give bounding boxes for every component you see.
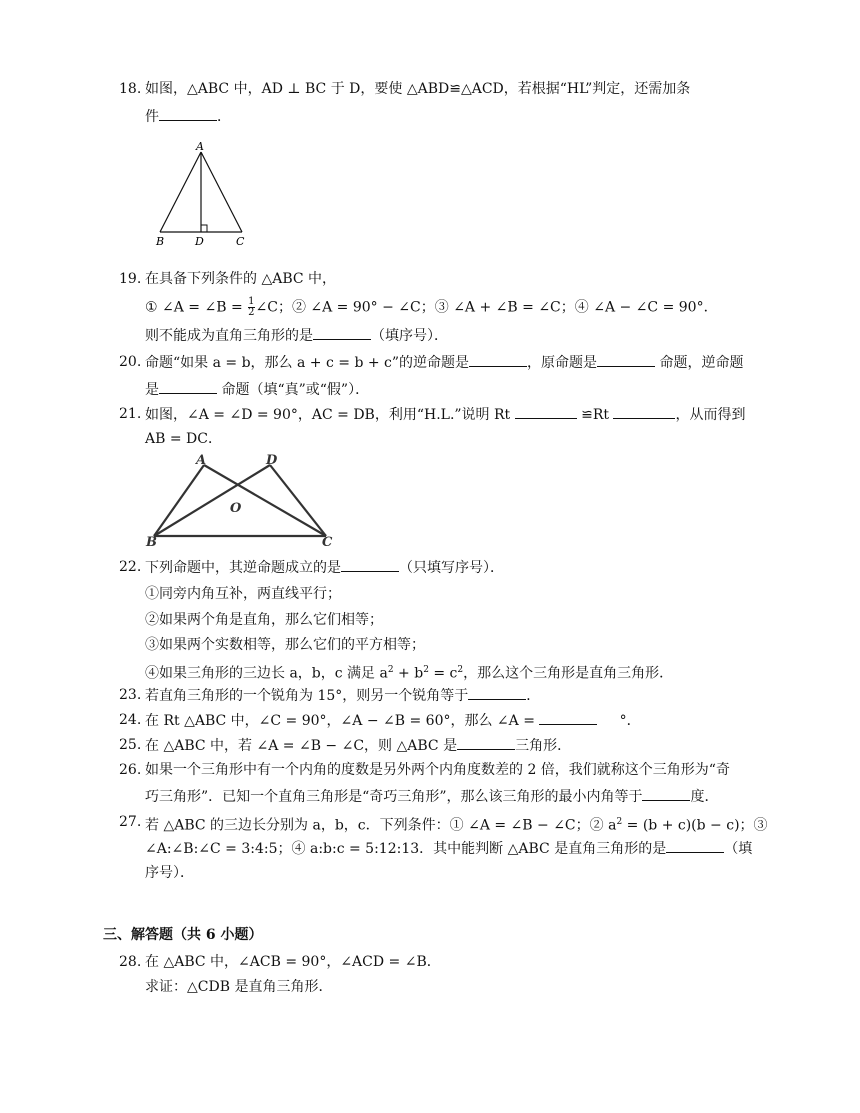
question-text <box>145 297 718 318</box>
figure-label: O <box>230 501 242 516</box>
text-fragment: 命题“如果 a = b，那么 a + c = b + c”的逆命题是 <box>145 355 470 371</box>
text-fragment: 件 <box>145 109 159 125</box>
figure-label: B <box>156 235 165 248</box>
question-text: AB = DC． <box>145 431 222 447</box>
text-fragment: °． <box>619 713 641 729</box>
answer-blank[interactable] <box>666 838 724 853</box>
answer-blank[interactable] <box>469 352 527 367</box>
list-item: ②如果两个角是直角，那么它们相等； <box>145 612 383 628</box>
question-number: 22. <box>119 559 142 575</box>
text-fragment: 下列命题中，其逆命题成立的是 <box>145 560 341 576</box>
question-number: 28. <box>119 954 142 970</box>
text-fragment: ∠A:∠B:∠C = 3:4:5；④ a:b:c = 5:12:13．其中能判断 △ABC 是直角三角形的是 <box>145 841 667 857</box>
question-number: 20. <box>119 354 142 370</box>
figure-label: C <box>322 535 333 550</box>
question-text: 序号）． <box>145 865 194 881</box>
answer-blank[interactable] <box>539 710 597 725</box>
question-text: 在 △ABC 中，∠ACB = 90°，∠ACD = ∠B． <box>145 954 441 970</box>
text-fragment: 巧三角形”．已知一个直角三角形是“奇巧三角形”，那么该三角形的最小内角等于 <box>145 789 643 805</box>
fraction-numerator: 1 <box>248 296 255 307</box>
answer-blank[interactable] <box>642 786 690 801</box>
text-fragment: ∠C；② ∠A = 90° − ∠C；③ ∠A + ∠B = ∠C；④ ∠A − ∠C = 90°． <box>255 299 718 316</box>
superscript: 2 <box>387 665 394 675</box>
text-fragment: 三角形． <box>515 738 572 754</box>
text-fragment: ① ∠A = ∠B = <box>145 299 243 316</box>
figure-label: C <box>236 235 245 248</box>
question-number: 23. <box>119 687 142 703</box>
crossed-triangles-figure <box>142 450 342 550</box>
question-text <box>145 710 641 731</box>
question-text <box>145 379 369 400</box>
question-number: 21. <box>119 406 142 422</box>
question-text <box>145 735 571 756</box>
question-text: 在具备下列条件的 △ABC 中， <box>145 271 337 287</box>
answer-blank[interactable] <box>515 404 577 419</box>
text-fragment: 则不能成为直角三角形的是 <box>145 328 313 344</box>
superscript: 2 <box>616 817 623 827</box>
figure-label: A <box>196 140 204 153</box>
question-text <box>145 557 504 578</box>
fraction <box>248 297 254 318</box>
text-fragment: 若 △ABC 的三边长分别为 a，b，c．下列条件：① ∠A = ∠B − ∠C；② a <box>145 817 617 834</box>
text-fragment: 命题，逆命题 <box>659 355 744 371</box>
text-fragment: ，那么这个三角形是直角三角形． <box>463 665 674 682</box>
question-text <box>145 685 540 706</box>
question-text <box>145 325 448 346</box>
question-text: 如果一个三角形中有一个内角的度数是另外两个内角度数差的 2 倍，我们就称这个三角形为“奇 <box>145 762 730 778</box>
question-number: 19. <box>119 271 142 287</box>
text-fragment: ，从而得到 <box>675 407 746 423</box>
figure-label: B <box>146 535 157 550</box>
superscript: 2 <box>457 665 464 675</box>
answer-blank[interactable] <box>341 557 399 572</box>
fraction-denominator: 2 <box>248 307 255 318</box>
text-fragment: 度． <box>690 789 719 805</box>
question-text <box>145 812 768 836</box>
text-fragment: 是 <box>145 382 159 398</box>
question-number: 25. <box>119 737 142 753</box>
figure-label: D <box>195 235 204 248</box>
text-fragment: ≌Rt <box>581 407 609 423</box>
answer-blank[interactable] <box>597 352 655 367</box>
answer-blank[interactable] <box>159 379 217 394</box>
question-text <box>145 838 752 859</box>
text-fragment: （填 <box>724 841 753 857</box>
question-number: 26. <box>119 762 142 778</box>
text-fragment: ． <box>526 688 541 704</box>
question-text <box>145 786 718 807</box>
question-text <box>145 404 745 425</box>
text-fragment: 在 Rt △ABC 中，∠C = 90°，∠A − ∠B = 60°，那么 ∠A = <box>145 713 535 729</box>
text-fragment: + b <box>393 665 424 682</box>
list-item: ③如果两个实数相等，那么它们的平方相等； <box>145 637 425 653</box>
superscript: 2 <box>423 665 429 675</box>
question-text <box>145 106 231 127</box>
figure-label: D <box>266 453 278 468</box>
text-fragment: = c <box>428 665 458 682</box>
question-number: 18. <box>119 81 142 97</box>
answer-blank[interactable] <box>457 735 515 750</box>
question-number: 24. <box>119 712 142 728</box>
answer-blank[interactable] <box>613 404 675 419</box>
text-fragment: 若直角三角形的一个锐角为 15°，则另一个锐角等于 <box>145 688 469 704</box>
answer-blank[interactable] <box>468 685 526 700</box>
text-fragment: （只填写序号）． <box>399 560 504 576</box>
text-fragment: 命题（填“真”或“假”）． <box>221 382 370 398</box>
question-text: 如图，△ABC 中，AD ⊥ BC 于 D，要使 △ABD≌△ACD，若根据“HL”判定，还需加条 <box>145 81 691 97</box>
text-fragment: = (b + c)(b − c)；③ <box>622 817 768 834</box>
text-fragment: ④如果三角形的三边长 a，b，c 满足 a <box>145 665 388 682</box>
text-fragment: ，原命题是 <box>527 355 598 371</box>
question-text: 求证：△CDB 是直角三角形． <box>145 979 333 995</box>
section-title: 三、解答题（共 6 小题） <box>103 927 263 943</box>
text-fragment: ． <box>217 109 231 125</box>
question-number: 27. <box>119 814 142 830</box>
question-text <box>145 352 744 373</box>
triangle-figure <box>150 140 260 255</box>
figure-label: A <box>196 453 207 468</box>
list-item: ①同旁内角互补，两直线平行； <box>145 586 341 602</box>
answer-blank[interactable] <box>313 325 371 340</box>
answer-blank[interactable] <box>159 106 217 121</box>
text-fragment: （填序号）． <box>371 328 448 344</box>
text-fragment: 在 △ABC 中，若 ∠A = ∠B − ∠C，则 △ABC 是 <box>145 738 458 754</box>
text-fragment: 如图，∠A = ∠D = 90°，AC = DB，利用“H.L.”说明 Rt <box>145 407 511 423</box>
list-item <box>145 660 673 684</box>
